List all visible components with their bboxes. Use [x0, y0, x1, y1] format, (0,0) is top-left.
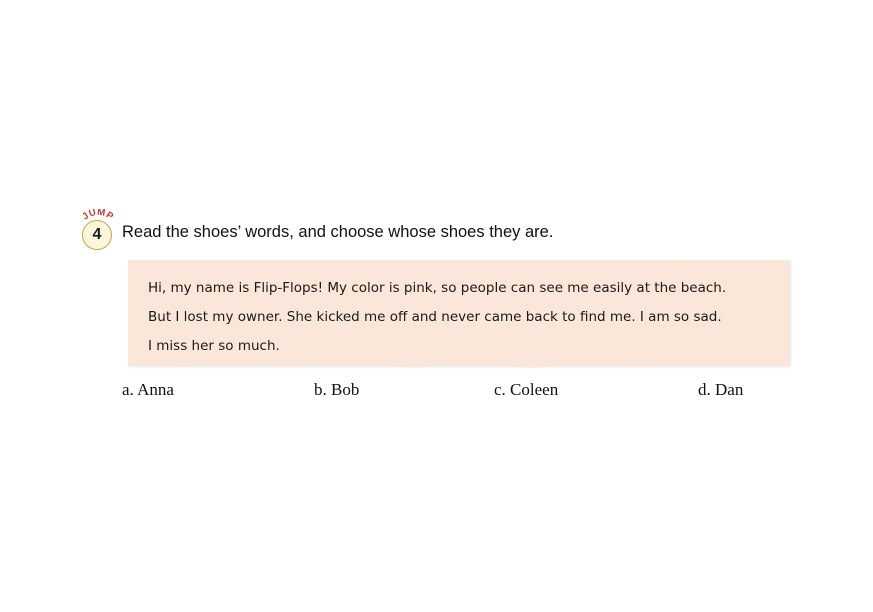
passage-line-3: I miss her so much. — [148, 338, 280, 354]
choice-d[interactable]: d. Dan — [698, 380, 744, 399]
answer-choices — [118, 380, 798, 402]
choice-c[interactable]: c. Coleen — [494, 380, 559, 399]
jump-badge — [78, 209, 118, 252]
passage-line-2: But I lost my owner. She kicked me off and never came back to find me. I am so sad. — [148, 309, 722, 325]
choice-a[interactable]: a. Anna — [122, 380, 174, 399]
question-prompt: Read the shoes’ words, and choose whose shoes they are. — [122, 222, 554, 241]
jump-badge-arc-text: JUMP — [80, 209, 116, 223]
question-number: 4 — [92, 226, 102, 243]
passage-box — [128, 260, 790, 366]
question-row — [78, 209, 554, 252]
choice-b[interactable]: b. Bob — [314, 380, 360, 399]
passage-line-1: Hi, my name is Flip-Flops! My color is pink, so people can see me easily at the beach. — [148, 280, 727, 296]
